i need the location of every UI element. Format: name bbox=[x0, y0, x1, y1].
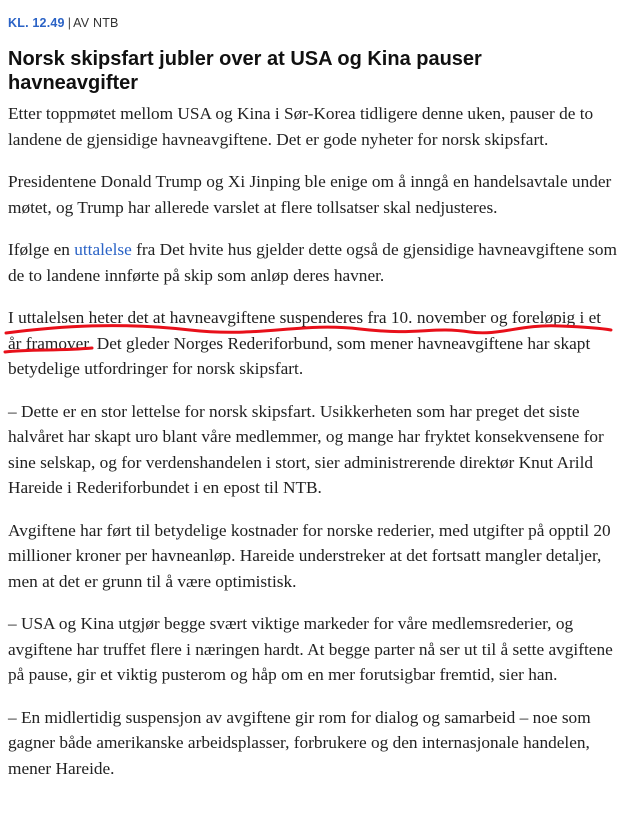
paragraph-2: Presidentene Donald Trump og Xi Jinping ble enige om å inngå en handelsavtale under møtet, og Trump har allerede varslet at flere tollsatser skal nedjusteres. bbox=[8, 172, 612, 217]
paragraph-8: – En midlertidig suspensjon av avgiftene gir rom for dialog og samarbeid – noe som gagner både amerikanske arbeidsplasser, forbrukere og den internasjonale handelen, mener Hareide. bbox=[8, 707, 591, 778]
paragraph-4 bbox=[8, 305, 618, 382]
paragraph-7: – USA og Kina utgjør begge svært viktige markeder for våre medlemsrederier, og avgiftene har truffet flere i næringen hardt. At begge parter nå ser ut til å sette avgiftene på pause, gir et viktig pusterom og håp om en mer forutsigbar fremtid, sier han. bbox=[8, 614, 613, 684]
meta-separator: | bbox=[67, 16, 72, 30]
timestamp: KL. 12.49 bbox=[8, 16, 65, 30]
paragraph-6: Avgiftene har ført til betydelige kostnader for norske rederier, med utgifter på opptil 20 millioner kroner per havneanløp. Hareide understreker at det fortsatt mangler detaljer, men at det er grunn til å være optimistisk. bbox=[8, 520, 611, 591]
paragraph-3-text-end: fra Det hvite hus gjelder dette også de gjensidige havneavgiftene som de to landene innførte på skip som anløp deres havner. bbox=[8, 240, 617, 285]
paragraph-1: Etter toppmøtet mellom USA og Kina i Sør-Korea tidligere denne uken, pauser de to landene de gjensidige havneavgiftene. Det er gode nyheter for norsk skipsfart. bbox=[8, 104, 594, 149]
highlighted-sentence: I uttalelsen heter det at havneavgiftene suspenderes fra 10. november og foreløpig i et år framover. bbox=[8, 308, 602, 353]
article bbox=[8, 0, 618, 781]
paragraph-5: – Dette er en stor lettelse for norsk skipsfart. Usikkerheten som har preget det siste halvåret har skapt uro blant våre medlemmer, og mange har fryktet konsekvensene for sine selskap, og for verdenshandelen i stort, sier administrerende direktør Knut Arild Hareide i Rederiforbundet i en epost til NTB. bbox=[8, 401, 604, 497]
statement-link[interactable]: uttalelse bbox=[74, 240, 132, 259]
article-headline: Norsk skipsfart jubler over at USA og Kina pauser havneavgifter bbox=[8, 48, 482, 94]
paragraph-3-text-start: Ifølge en bbox=[8, 240, 75, 259]
paragraph-3 bbox=[8, 237, 618, 288]
byline: AV NTB bbox=[73, 16, 119, 30]
article-meta bbox=[8, 15, 618, 31]
paragraph-4-text-rest: Det gleder Norges Rederiforbund, som mener havneavgiftene har skapt betydelige utfordringer for norsk skipsfart. bbox=[8, 333, 591, 378]
